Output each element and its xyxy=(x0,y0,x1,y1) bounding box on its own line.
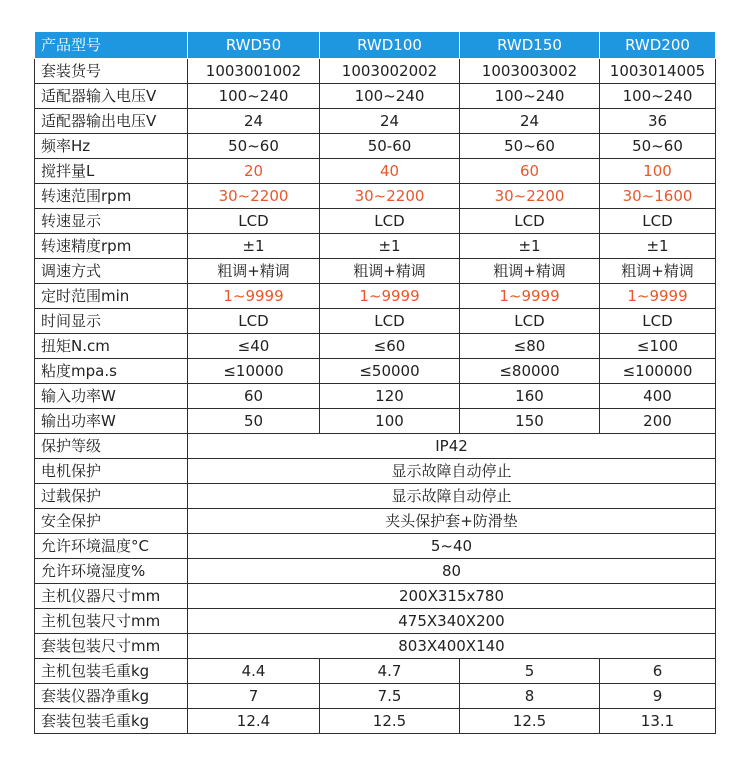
value-cell: 1~9999 xyxy=(460,284,600,309)
merged-value-cell: 夹头保护套+防滑垫 xyxy=(188,509,716,534)
value-cell: 4.4 xyxy=(188,659,320,684)
value-cell: 60 xyxy=(188,384,320,409)
table-row-merged xyxy=(35,584,716,609)
table-row xyxy=(35,209,716,234)
row-label: 适配器输出电压V xyxy=(35,109,188,134)
row-label: 粘度mpa.s xyxy=(35,359,188,384)
value-cell: 20 xyxy=(188,159,320,184)
merged-value-cell: 475X340X200 xyxy=(188,609,716,634)
table-row xyxy=(35,134,716,159)
value-cell: LCD xyxy=(188,309,320,334)
value-cell: 5 xyxy=(460,659,600,684)
value-cell: 粗调+精调 xyxy=(460,259,600,284)
table-row xyxy=(35,259,716,284)
value-cell: LCD xyxy=(600,209,716,234)
value-cell: 50~60 xyxy=(600,134,716,159)
value-cell: 100 xyxy=(320,409,460,434)
table-row-merged xyxy=(35,534,716,559)
row-label: 频率Hz xyxy=(35,134,188,159)
merged-value-cell: 5~40 xyxy=(188,534,716,559)
value-cell: ≤60 xyxy=(320,334,460,359)
header-model-cell: RWD50 xyxy=(188,32,320,59)
value-cell: 24 xyxy=(460,109,600,134)
value-cell: ≤40 xyxy=(188,334,320,359)
value-cell: 12.5 xyxy=(320,709,460,734)
header-label-cell: 产品型号 xyxy=(35,32,188,59)
table-row-merged xyxy=(35,609,716,634)
row-label: 电机保护 xyxy=(35,459,188,484)
value-cell: 30~2200 xyxy=(188,184,320,209)
row-label: 过载保护 xyxy=(35,484,188,509)
merged-value-cell: IP42 xyxy=(188,434,716,459)
value-cell: 4.7 xyxy=(320,659,460,684)
row-label: 保护等级 xyxy=(35,434,188,459)
merged-value-cell: 80 xyxy=(188,559,716,584)
value-cell: ±1 xyxy=(188,234,320,259)
table-row xyxy=(35,234,716,259)
table-row xyxy=(35,159,716,184)
row-label: 安全保护 xyxy=(35,509,188,534)
value-cell: 24 xyxy=(320,109,460,134)
value-cell: 50~60 xyxy=(188,134,320,159)
value-cell: LCD xyxy=(188,209,320,234)
value-cell: 100~240 xyxy=(600,84,716,109)
value-cell: LCD xyxy=(460,209,600,234)
value-cell: 30~1600 xyxy=(600,184,716,209)
table-row xyxy=(35,284,716,309)
value-cell: ≤10000 xyxy=(188,359,320,384)
value-cell: 60 xyxy=(460,159,600,184)
row-label: 允许环境湿度% xyxy=(35,559,188,584)
row-label: 套装包装尺寸mm xyxy=(35,634,188,659)
merged-value-cell: 显示故障自动停止 xyxy=(188,484,716,509)
table-row xyxy=(35,84,716,109)
value-cell: 200 xyxy=(600,409,716,434)
value-cell: ±1 xyxy=(460,234,600,259)
merged-value-cell: 200X315x780 xyxy=(188,584,716,609)
spec-table-header xyxy=(35,32,716,59)
header-model-cell: RWD100 xyxy=(320,32,460,59)
table-row xyxy=(35,184,716,209)
table-row xyxy=(35,709,716,734)
table-row xyxy=(35,59,716,84)
value-cell: 13.1 xyxy=(600,709,716,734)
value-cell: 1003001002 xyxy=(188,59,320,84)
value-cell: 粗调+精调 xyxy=(600,259,716,284)
spec-table-body xyxy=(35,59,716,734)
header-model-cell: RWD200 xyxy=(600,32,716,59)
value-cell: ≤80 xyxy=(460,334,600,359)
row-label: 套装包装毛重kg xyxy=(35,709,188,734)
value-cell: ≤50000 xyxy=(320,359,460,384)
value-cell: 12.4 xyxy=(188,709,320,734)
row-label: 允许环境温度°C xyxy=(35,534,188,559)
value-cell: LCD xyxy=(600,309,716,334)
row-label: 主机包装毛重kg xyxy=(35,659,188,684)
row-label: 输出功率W xyxy=(35,409,188,434)
merged-value-cell: 显示故障自动停止 xyxy=(188,459,716,484)
table-row-merged xyxy=(35,459,716,484)
value-cell: ≤80000 xyxy=(460,359,600,384)
value-cell: 160 xyxy=(460,384,600,409)
value-cell: 100~240 xyxy=(460,84,600,109)
table-row-merged xyxy=(35,484,716,509)
table-row xyxy=(35,659,716,684)
row-label: 扭矩N.cm xyxy=(35,334,188,359)
table-row-merged xyxy=(35,434,716,459)
value-cell: 1003003002 xyxy=(460,59,600,84)
value-cell: 6 xyxy=(600,659,716,684)
value-cell: 1~9999 xyxy=(320,284,460,309)
value-cell: 1003002002 xyxy=(320,59,460,84)
row-label: 转速精度rpm xyxy=(35,234,188,259)
value-cell: 30~2200 xyxy=(460,184,600,209)
value-cell: 30~2200 xyxy=(320,184,460,209)
value-cell: 50 xyxy=(188,409,320,434)
table-row xyxy=(35,334,716,359)
table-row xyxy=(35,109,716,134)
value-cell: 粗调+精调 xyxy=(320,259,460,284)
value-cell: 9 xyxy=(600,684,716,709)
value-cell: 40 xyxy=(320,159,460,184)
value-cell: 8 xyxy=(460,684,600,709)
spec-table xyxy=(34,31,716,734)
table-row xyxy=(35,309,716,334)
row-label: 主机包装尺寸mm xyxy=(35,609,188,634)
row-label: 转速范围rpm xyxy=(35,184,188,209)
value-cell: 1~9999 xyxy=(188,284,320,309)
value-cell: 1003014005 xyxy=(600,59,716,84)
table-row xyxy=(35,359,716,384)
table-row xyxy=(35,409,716,434)
value-cell: 50-60 xyxy=(320,134,460,159)
value-cell: 120 xyxy=(320,384,460,409)
value-cell: 36 xyxy=(600,109,716,134)
merged-value-cell: 803X400X140 xyxy=(188,634,716,659)
row-label: 主机仪器尺寸mm xyxy=(35,584,188,609)
table-row xyxy=(35,384,716,409)
value-cell: 7.5 xyxy=(320,684,460,709)
value-cell: ±1 xyxy=(320,234,460,259)
value-cell: 24 xyxy=(188,109,320,134)
value-cell: 7 xyxy=(188,684,320,709)
row-label: 套装仪器净重kg xyxy=(35,684,188,709)
value-cell: 100~240 xyxy=(320,84,460,109)
value-cell: 100~240 xyxy=(188,84,320,109)
value-cell: 12.5 xyxy=(460,709,600,734)
value-cell: LCD xyxy=(320,309,460,334)
row-label: 适配器输入电压V xyxy=(35,84,188,109)
value-cell: 1~9999 xyxy=(600,284,716,309)
row-label: 输入功率W xyxy=(35,384,188,409)
value-cell: ≤100000 xyxy=(600,359,716,384)
table-row xyxy=(35,684,716,709)
value-cell: LCD xyxy=(460,309,600,334)
value-cell: 50~60 xyxy=(460,134,600,159)
row-label: 调速方式 xyxy=(35,259,188,284)
header-row xyxy=(35,32,716,59)
value-cell: 粗调+精调 xyxy=(188,259,320,284)
value-cell: 400 xyxy=(600,384,716,409)
table-row-merged xyxy=(35,509,716,534)
row-label: 转速显示 xyxy=(35,209,188,234)
value-cell: LCD xyxy=(320,209,460,234)
value-cell: 100 xyxy=(600,159,716,184)
value-cell: ±1 xyxy=(600,234,716,259)
row-label: 定时范围min xyxy=(35,284,188,309)
row-label: 搅拌量L xyxy=(35,159,188,184)
row-label: 套装货号 xyxy=(35,59,188,84)
row-label: 时间显示 xyxy=(35,309,188,334)
value-cell: ≤100 xyxy=(600,334,716,359)
header-model-cell: RWD150 xyxy=(460,32,600,59)
table-row-merged xyxy=(35,634,716,659)
table-row-merged xyxy=(35,559,716,584)
value-cell: 150 xyxy=(460,409,600,434)
